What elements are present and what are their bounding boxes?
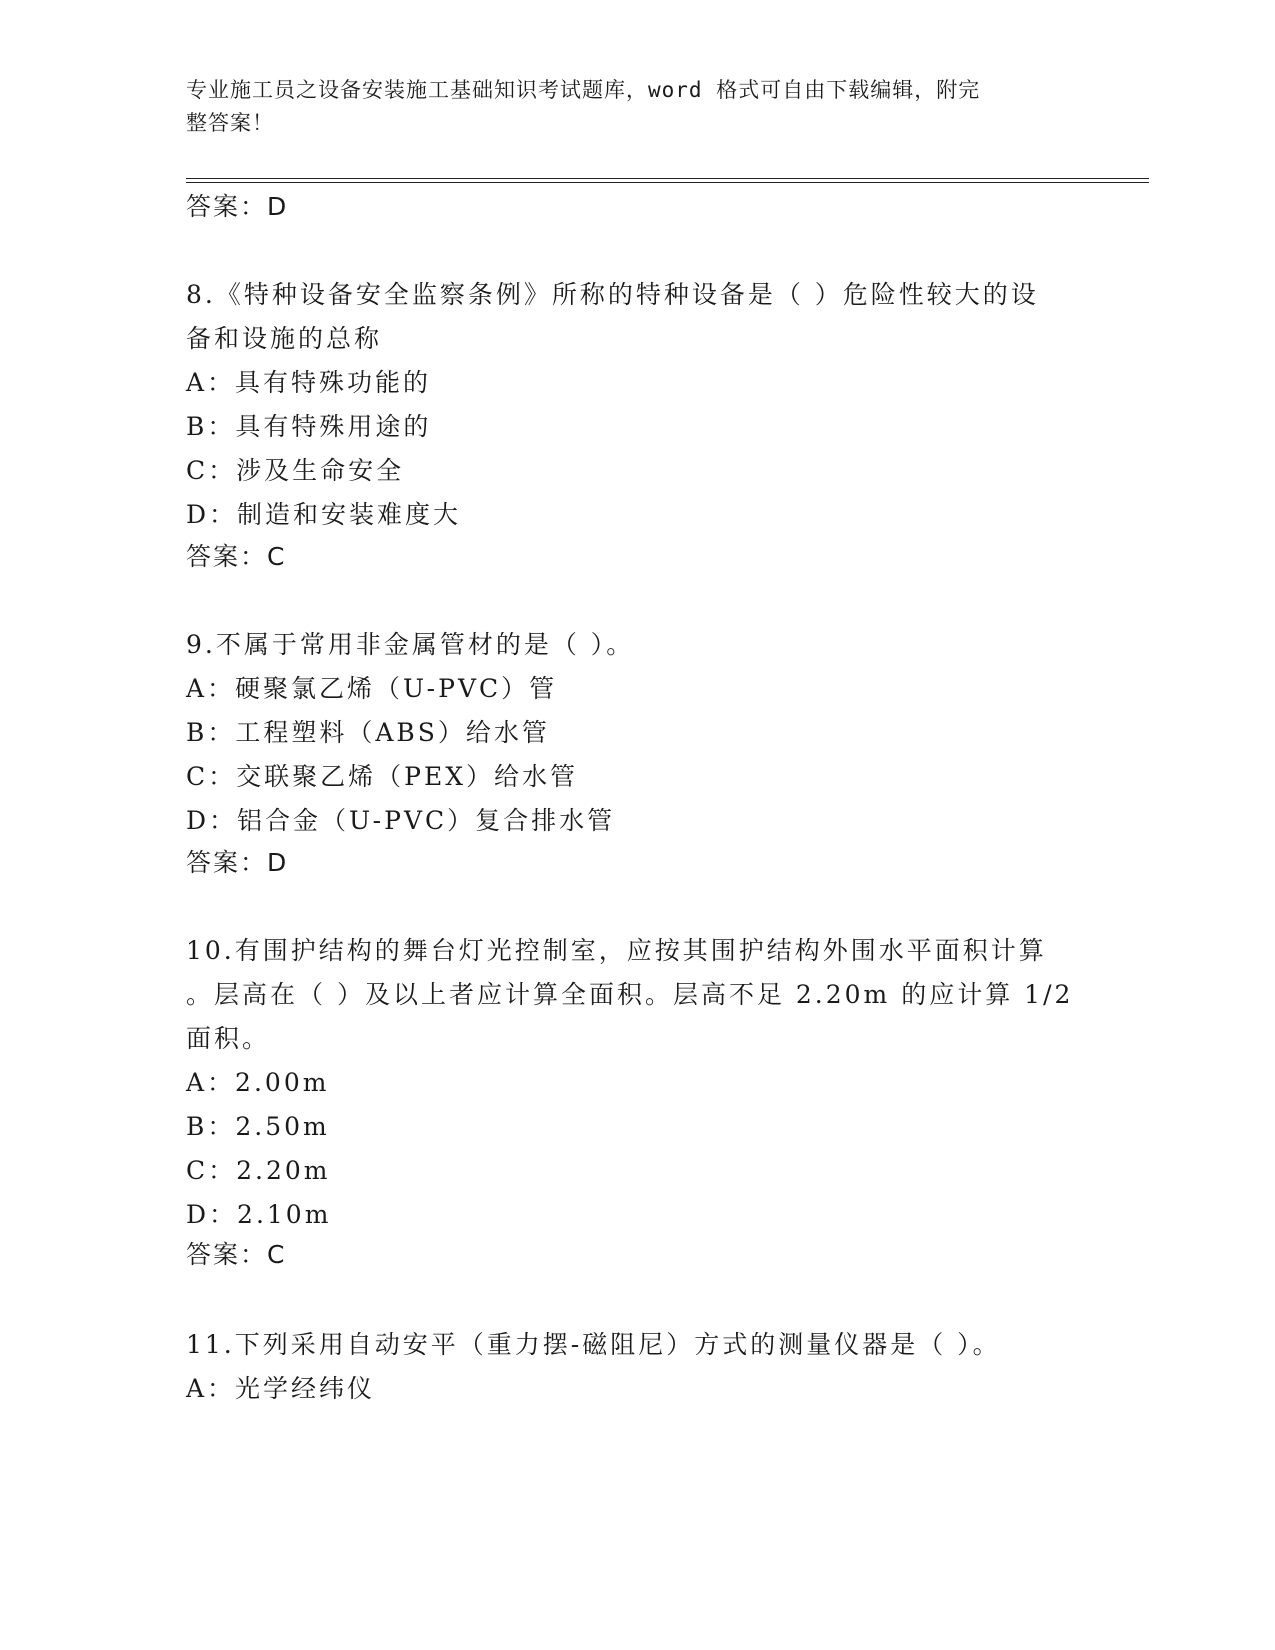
question-8-option-b: B：具有特殊用途的 xyxy=(186,412,432,441)
question-8-option-d: D：制造和安装难度大 xyxy=(186,500,462,529)
question-8-stem-line-1: 8.《特种设备安全监察条例》所称的特种设备是（ ）危险性较大的设 xyxy=(186,280,1039,309)
question-10-option-c: C：2.20m xyxy=(186,1156,331,1185)
question-8-option-c: C：涉及生命安全 xyxy=(186,456,405,485)
answer-label: 答案： xyxy=(186,192,268,221)
question-9-option-b: B：工程塑料（ABS）给水管 xyxy=(186,718,550,747)
answer-label: 答案： xyxy=(186,1240,268,1269)
question-9-option-c: C：交联聚乙烯（PEX）给水管 xyxy=(186,762,578,791)
question-9-answer xyxy=(186,846,287,880)
header-line-1: 专业施工员之设备安装施工基础知识考试题库，word 格式可自由下载编辑，附完 xyxy=(186,78,981,102)
question-10-stem-line-2: 。层高在（ ）及以上者应计算全面积。层高不足 2.20m 的应计算 1/2 xyxy=(186,980,1074,1009)
question-9-option-a: A：硬聚氯乙烯（U-PVC）管 xyxy=(186,674,558,703)
answer-value: C xyxy=(267,542,286,571)
header-divider-bottom xyxy=(186,182,1149,183)
question-11-option-a: A：光学经纬仪 xyxy=(186,1374,376,1403)
document-header-note xyxy=(186,74,1066,140)
question-8-stem-line-2: 备和设施的总称 xyxy=(186,324,383,353)
question-10-option-a: A：2.00m xyxy=(186,1068,330,1097)
header-divider-top xyxy=(186,178,1149,179)
question-9-option-d: D：铝合金（U-PVC）复合排水管 xyxy=(186,806,616,835)
question-10-stem-line-1: 10.有围护结构的舞台灯光控制室，应按其围护结构外围水平面积计算 xyxy=(186,936,1047,965)
header-line-2: 整答案！ xyxy=(186,111,274,135)
answer-value: D xyxy=(267,192,288,221)
question-10-option-b: B：2.50m xyxy=(186,1112,330,1141)
question-8-answer xyxy=(186,540,285,574)
answer-label: 答案： xyxy=(186,848,268,877)
answer-line xyxy=(186,190,287,224)
question-10-answer xyxy=(186,1238,285,1272)
answer-label: 答案： xyxy=(186,542,268,571)
answer-value: D xyxy=(267,848,288,877)
question-11-stem-line-1: 11.下列采用自动安平（重力摆-磁阻尼）方式的测量仪器是（ ）。 xyxy=(186,1330,1001,1359)
question-9-stem-line-1: 9.不属于常用非金属管材的是（ ）。 xyxy=(186,630,635,659)
question-10-option-d: D：2.10m xyxy=(186,1200,332,1229)
question-10-stem-line-3: 面积。 xyxy=(186,1024,271,1053)
question-8-option-a: A：具有特殊功能的 xyxy=(186,368,432,397)
answer-value: C xyxy=(267,1240,286,1269)
